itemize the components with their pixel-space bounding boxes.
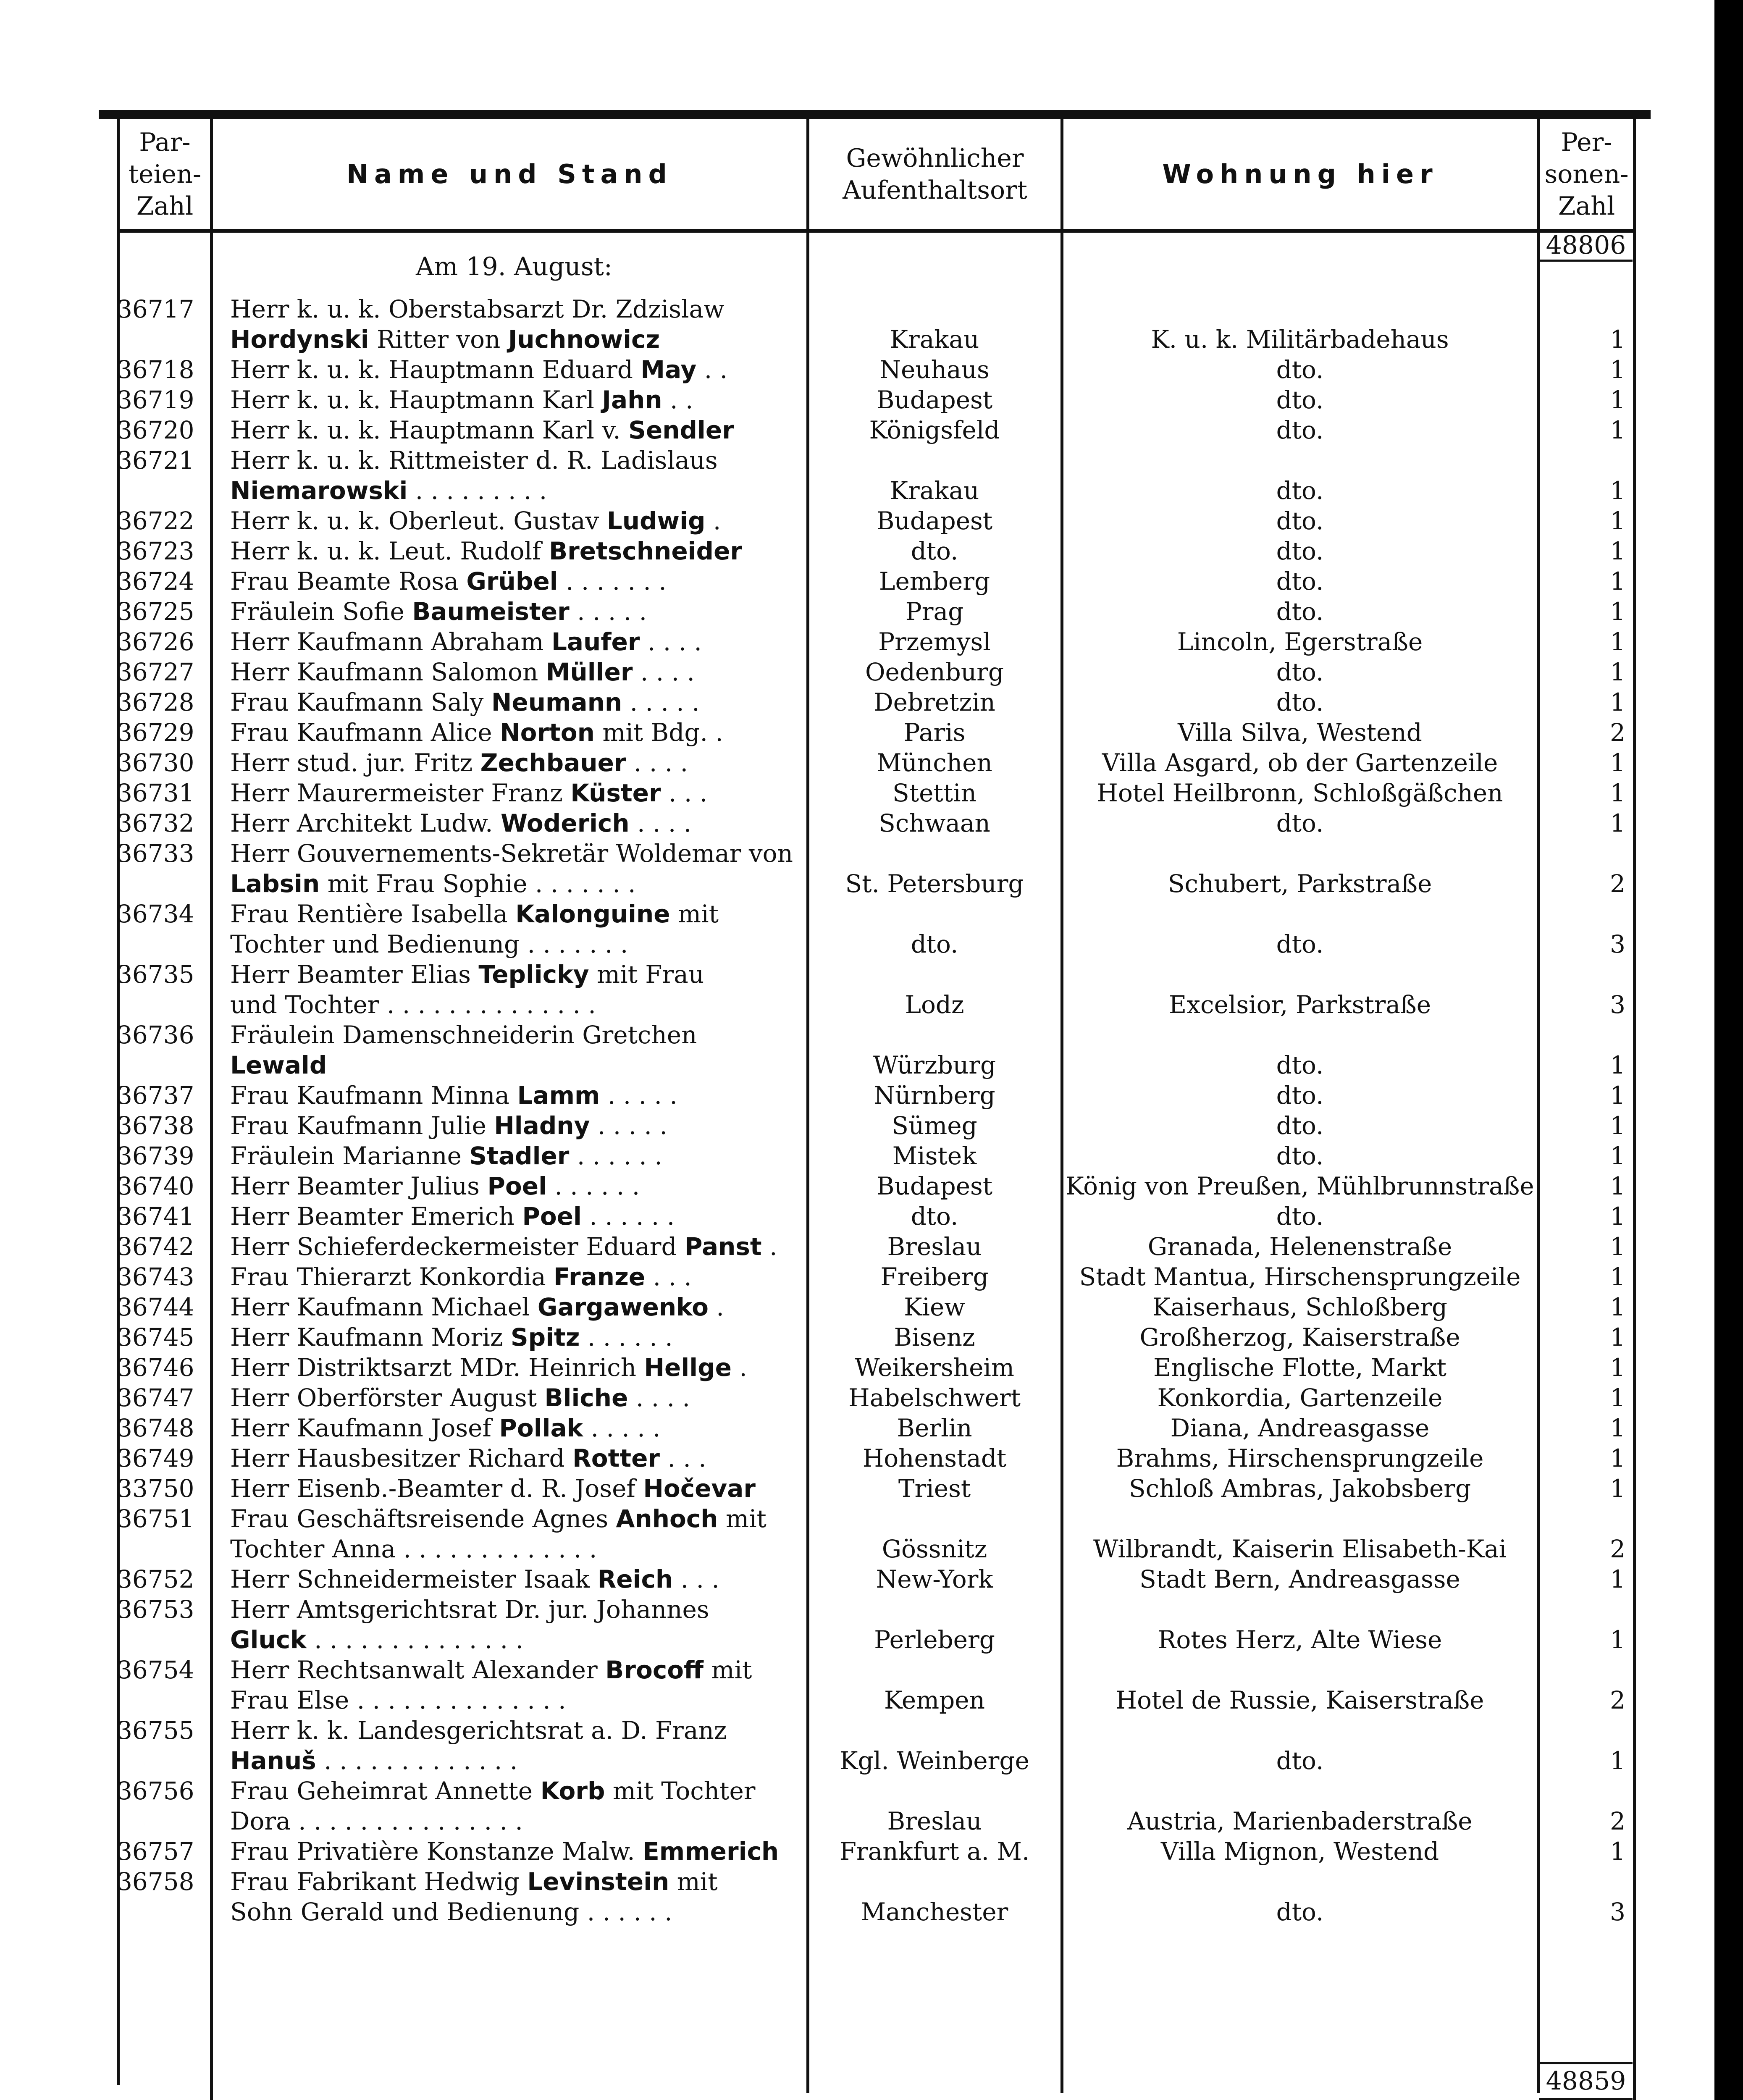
entry-address: dto.: [1276, 386, 1324, 414]
entry-address: Großherzog, Kaiserstraße: [1139, 1323, 1460, 1352]
entry-place: Lodz: [905, 990, 964, 1019]
entry-place: Manchester: [861, 1898, 1008, 1926]
entry-person-count: 1: [1610, 537, 1625, 565]
entry-name: Frau Fabrikant Hedwig Levinstein mit Sohn Gerald und Bedienung . . . . . .: [230, 1867, 718, 1926]
entry-address: Stadt Mantua, Hirschensprungzeile: [1079, 1263, 1521, 1291]
entry-name: Fräulein Damenschneiderin Gretchen Lewald: [230, 1021, 697, 1079]
header-ort: Gewöhnlicher Aufenthaltsort: [843, 144, 1027, 205]
entry-person-count: 1: [1610, 1444, 1625, 1473]
entry-name: Herr k. u. k. Hauptmann Karl Jahn . .: [230, 386, 693, 414]
entry-number: 36753: [117, 1595, 194, 1624]
entry-address: dto.: [1276, 1746, 1324, 1775]
entry-person-count: 1: [1610, 1111, 1625, 1140]
entry-place: Weikersheim: [855, 1353, 1014, 1382]
register-entry: [0, 1231, 1743, 1262]
header-name: Name und Stand: [346, 159, 673, 189]
register-entry: [0, 1352, 1743, 1383]
entry-name: Herr Gouvernements-Sekretär Woldemar von Labsin mit Frau Sophie . . . . . . .: [230, 839, 793, 898]
entry-person-count: 1: [1610, 1202, 1625, 1231]
entry-name: Herr Rechtsanwalt Alexander Brocoff mit Frau Else . . . . . . . . . . . . . .: [230, 1656, 752, 1714]
top-rule: [99, 110, 1651, 119]
entry-name: Frau Kaufmann Alice Norton mit Bdg. .: [230, 718, 723, 747]
entry-person-count: 2: [1610, 1807, 1625, 1835]
entry-person-count: 1: [1610, 1746, 1625, 1775]
entry-person-count: 2: [1610, 1686, 1625, 1714]
entry-name: Herr Architekt Ludw. Woderich . . . .: [230, 809, 692, 837]
entry-number: 36731: [117, 779, 194, 807]
entry-place: Nürnberg: [874, 1081, 995, 1110]
entry-address: Rotes Herz, Alte Wiese: [1158, 1625, 1442, 1654]
entry-address: Schubert, Parkstraße: [1168, 869, 1432, 898]
entry-person-count: 1: [1610, 1172, 1625, 1200]
entry-address: K. u. k. Militärbadehaus: [1151, 325, 1449, 354]
entry-number: 36718: [117, 355, 194, 384]
register-entry: [0, 808, 1743, 838]
register-entry: [0, 445, 1743, 506]
register-entry: [0, 1171, 1743, 1201]
register-entry: [0, 627, 1743, 657]
entry-name: Frau Geschäftsreisende Agnes Anhoch mit Tochter Anna . . . . . . . . . . . . .: [230, 1504, 766, 1563]
entry-name: Herr k. k. Landesgerichtsrat a. D. Franz Hanuš . . . . . . . . . . . . .: [230, 1716, 727, 1775]
entry-person-count: 1: [1610, 1625, 1625, 1654]
entry-person-count: 3: [1610, 990, 1625, 1019]
carried-total: 48806: [1539, 231, 1633, 262]
register-entry: [0, 536, 1743, 566]
entry-number: 36745: [117, 1323, 194, 1352]
entry-number: 36728: [117, 688, 194, 717]
entry-place: Budapest: [876, 386, 993, 414]
entry-number: 36738: [117, 1111, 194, 1140]
register-entry: [0, 596, 1743, 627]
entry-number: 36730: [117, 748, 194, 777]
entry-address: Schloß Ambras, Jakobsberg: [1129, 1474, 1471, 1503]
entry-number: 36717: [117, 295, 194, 323]
entry-place: Prag: [905, 597, 964, 626]
register-entry: [0, 1504, 1743, 1564]
register-entry: [0, 1715, 1743, 1776]
entry-person-count: 2: [1610, 718, 1625, 747]
entry-name: Herr Kaufmann Moriz Spitz . . . . . .: [230, 1323, 673, 1352]
entry-place: Stettin: [892, 779, 976, 807]
entry-address: Konkordia, Gartenzeile: [1157, 1383, 1443, 1412]
register-entry: [0, 1383, 1743, 1413]
entry-name: Herr Beamter Elias Teplicky mit Frau und Tochter . . . . . . . . . . . . . .: [230, 960, 704, 1019]
entry-person-count: 1: [1610, 779, 1625, 807]
entry-place: Neuhaus: [879, 355, 990, 384]
register-entry: [0, 1866, 1743, 1927]
entry-person-count: 1: [1610, 1414, 1625, 1442]
entry-place: St. Petersburg: [845, 869, 1024, 898]
header-rule: [118, 229, 1635, 233]
entry-place: Budapest: [876, 1172, 993, 1200]
entry-number: 36720: [117, 416, 194, 444]
entry-number: 36758: [117, 1867, 194, 1896]
register-entry: [0, 1262, 1743, 1292]
entry-number: 36723: [117, 537, 194, 565]
entry-number: 36721: [117, 446, 194, 475]
entry-person-count: 1: [1610, 1051, 1625, 1079]
entry-place: Frankfurt a. M.: [839, 1837, 1030, 1866]
header-wohnung: Wohnung hier: [1162, 159, 1438, 189]
entry-person-count: 1: [1610, 386, 1625, 414]
register-entry: [0, 566, 1743, 596]
entry-name: Herr Kaufmann Michael Gargawenko .: [230, 1293, 724, 1321]
entry-name: Herr k. u. k. Hauptmann Karl v. Sendler: [230, 416, 734, 444]
entry-address: dto.: [1276, 809, 1324, 837]
entry-number: 36754: [117, 1656, 194, 1684]
entry-name: Herr Kaufmann Salomon Müller . . . .: [230, 658, 695, 686]
entry-name: Fräulein Marianne Stadler . . . . . .: [230, 1142, 662, 1170]
entry-address: dto.: [1276, 688, 1324, 717]
register-entry: [0, 1836, 1743, 1866]
entry-person-count: 1: [1610, 658, 1625, 686]
entry-address: Kaiserhaus, Schloßberg: [1152, 1293, 1448, 1321]
entry-name: Herr stud. jur. Fritz Zechbauer . . . .: [230, 748, 688, 777]
entry-name: Herr Beamter Emerich Poel . . . . . .: [230, 1202, 675, 1231]
entry-person-count: 1: [1610, 325, 1625, 354]
entry-number: 36747: [117, 1383, 194, 1412]
entry-person-count: 3: [1610, 1898, 1625, 1926]
entry-person-count: 1: [1610, 748, 1625, 777]
entry-address: dto.: [1276, 416, 1324, 444]
entry-place: Oedenburg: [865, 658, 1004, 686]
entry-name: Herr k. u. k. Oberstabsarzt Dr. Zdzislaw Hordynski Ritter von Juchnowicz: [230, 295, 724, 354]
entry-name: Herr k. u. k. Oberleut. Gustav Ludwig .: [230, 507, 721, 535]
entry-number: 36727: [117, 658, 194, 686]
entry-person-count: 1: [1610, 355, 1625, 384]
entry-place: Königsfeld: [869, 416, 1000, 444]
entry-number: 36732: [117, 809, 194, 837]
register-entry: [0, 838, 1743, 899]
entry-address: König von Preußen, Mühlbrunnstraße: [1066, 1172, 1534, 1200]
register-entry: [0, 1655, 1743, 1715]
register-entry: [0, 687, 1743, 717]
day-heading: Am 19. August:: [416, 252, 612, 281]
entry-address: dto.: [1276, 1142, 1324, 1170]
entry-number: 36757: [117, 1837, 194, 1866]
register-entry: [0, 1201, 1743, 1231]
register-entry: [0, 1564, 1743, 1594]
entry-name: Frau Rentière Isabella Kalonguine mit Tochter und Bedienung . . . . . . .: [230, 900, 719, 958]
entry-place: dto.: [911, 930, 958, 958]
entry-address: dto.: [1276, 1898, 1324, 1926]
entry-name: Herr Amtsgerichtsrat Dr. jur. Johannes Gluck . . . . . . . . . . . . . .: [230, 1595, 709, 1654]
entry-number: 36749: [117, 1444, 194, 1473]
entry-place: dto.: [911, 537, 958, 565]
entry-address: dto.: [1276, 597, 1324, 626]
entry-number: 36741: [117, 1202, 194, 1231]
entry-name: Frau Kaufmann Minna Lamm . . . . .: [230, 1081, 677, 1110]
entry-name: Herr Maurermeister Franz Küster . . .: [230, 779, 708, 807]
entry-place: Hohenstadt: [862, 1444, 1007, 1473]
entry-number: 36719: [117, 386, 194, 414]
entry-name: Herr Beamter Julius Poel . . . . . .: [230, 1172, 640, 1200]
entry-place: dto.: [911, 1202, 958, 1231]
entry-address: dto.: [1276, 567, 1324, 596]
entry-address: dto.: [1276, 476, 1324, 505]
entry-number: 36729: [117, 718, 194, 747]
entry-place: Schwaan: [879, 809, 990, 837]
entry-place: Habelschwert: [848, 1383, 1021, 1412]
entry-address: Villa Mignon, Westend: [1160, 1837, 1439, 1866]
entry-number: 36755: [117, 1716, 194, 1745]
entry-person-count: 1: [1610, 1323, 1625, 1352]
entry-address: dto.: [1276, 658, 1324, 686]
entry-place: Gössnitz: [882, 1535, 987, 1563]
entry-address: Diana, Andreasgasse: [1170, 1414, 1430, 1442]
entry-person-count: 1: [1610, 1263, 1625, 1291]
header-partei: Par- teien- Zahl: [128, 128, 202, 221]
entry-address: Hotel Heilbronn, Schloßgäßchen: [1097, 779, 1503, 807]
entry-address: Villa Asgard, ob der Gartenzeile: [1102, 748, 1498, 777]
entry-place: Breslau: [887, 1232, 982, 1261]
register-entry: [0, 717, 1743, 748]
entry-address: dto.: [1276, 1081, 1324, 1110]
register-entry: [0, 1322, 1743, 1352]
entry-name: Herr Schieferdeckermeister Eduard Panst .: [230, 1232, 777, 1261]
entry-person-count: 1: [1610, 1837, 1625, 1866]
entry-address: Wilbrandt, Kaiserin Elisabeth-Kai: [1093, 1535, 1507, 1563]
entry-place: Debretzin: [874, 688, 995, 717]
entry-place: Perleberg: [874, 1625, 995, 1654]
entry-person-count: 1: [1610, 1081, 1625, 1110]
entry-number: 36739: [117, 1142, 194, 1170]
entry-number: 33750: [117, 1474, 194, 1503]
entry-person-count: 1: [1610, 1565, 1625, 1593]
entry-number: 36742: [117, 1232, 194, 1261]
entry-address: dto.: [1276, 355, 1324, 384]
register-entry: [0, 1020, 1743, 1080]
entry-number: 36752: [117, 1565, 194, 1593]
entry-address: dto.: [1276, 1051, 1324, 1079]
entry-person-count: 2: [1610, 869, 1625, 898]
register-entry: [0, 1110, 1743, 1141]
entry-address: Austria, Marienbaderstraße: [1127, 1807, 1473, 1835]
entry-place: Przemysl: [878, 627, 991, 656]
entry-name: Herr Kaufmann Abraham Laufer . . . .: [230, 627, 702, 656]
entry-person-count: 1: [1610, 627, 1625, 656]
entry-place: Budapest: [876, 507, 993, 535]
entry-person-count: 1: [1610, 1474, 1625, 1503]
entry-address: Stadt Bern, Andreasgasse: [1139, 1565, 1460, 1593]
entry-place: München: [877, 748, 992, 777]
entry-place: Kgl. Weinberge: [840, 1746, 1029, 1775]
entry-address: Villa Silva, Westend: [1178, 718, 1422, 747]
entry-person-count: 1: [1610, 1383, 1625, 1412]
entry-name: Herr Hausbesitzer Richard Rotter . . .: [230, 1444, 706, 1473]
entry-number: 36733: [117, 839, 194, 868]
entry-number: 36725: [117, 597, 194, 626]
entry-person-count: 1: [1610, 1142, 1625, 1170]
entry-place: Krakau: [890, 325, 979, 354]
entry-name: Fräulein Sofie Baumeister . . . . .: [230, 597, 647, 626]
entry-name: Frau Thierarzt Konkordia Franze . . .: [230, 1263, 692, 1291]
register-entry: [0, 899, 1743, 959]
entry-person-count: 3: [1610, 930, 1625, 958]
entry-name: Herr Schneidermeister Isaak Reich . . .: [230, 1565, 719, 1593]
header-personen: Per- sonen- Zahl: [1544, 128, 1629, 221]
entry-person-count: 1: [1610, 567, 1625, 596]
entry-number: 36751: [117, 1504, 194, 1533]
entry-name: Frau Geheimrat Annette Korb mit Tochter Dora . . . . . . . . . . . . . . .: [230, 1777, 756, 1835]
entry-person-count: 1: [1610, 416, 1625, 444]
entry-address: Brahms, Hirschensprungzeile: [1116, 1444, 1484, 1473]
register-entry: [0, 778, 1743, 808]
entry-name: Frau Beamte Rosa Grübel . . . . . . .: [230, 567, 667, 596]
entry-name: Herr Distriktsarzt MDr. Heinrich Hellge .: [230, 1353, 747, 1382]
entry-address: dto.: [1276, 930, 1324, 958]
entry-address: dto.: [1276, 507, 1324, 535]
register-entry: [0, 354, 1743, 385]
entry-place: Kempen: [884, 1686, 985, 1714]
entry-place: Triest: [898, 1474, 971, 1503]
entry-list: [0, 294, 1743, 1927]
entry-place: Würzburg: [873, 1051, 996, 1079]
entry-number: 36726: [117, 627, 194, 656]
entry-number: 36740: [117, 1172, 194, 1200]
register-entry: [0, 1443, 1743, 1473]
entry-number: 36746: [117, 1353, 194, 1382]
register-entry: [0, 748, 1743, 778]
entry-place: Breslau: [887, 1807, 982, 1835]
entry-number: 36722: [117, 507, 194, 535]
entry-place: New-York: [876, 1565, 993, 1593]
entry-number: 36724: [117, 567, 194, 596]
entry-person-count: 1: [1610, 809, 1625, 837]
entry-name: Frau Kaufmann Saly Neumann . . . . .: [230, 688, 700, 717]
entry-name: Herr k. u. k. Rittmeister d. R. Ladislaus Niemarowski . . . . . . . . .: [230, 446, 718, 505]
entry-place: Freiberg: [880, 1263, 989, 1291]
entry-name: Herr Eisenb.-Beamter d. R. Josef Hočevar: [230, 1474, 756, 1503]
entry-number: 36736: [117, 1021, 194, 1049]
entry-number: 36735: [117, 960, 194, 989]
entry-name: Herr k. u. k. Leut. Rudolf Bretschneider: [230, 537, 743, 565]
entry-name: Herr Oberförster August Bliche . . . .: [230, 1383, 690, 1412]
entry-address: Englische Flotte, Markt: [1153, 1353, 1446, 1382]
entry-name: Frau Privatière Konstanze Malw. Emmerich: [230, 1837, 779, 1866]
entry-number: 36737: [117, 1081, 194, 1110]
entry-address: dto.: [1276, 1111, 1324, 1140]
entry-number: 36748: [117, 1414, 194, 1442]
entry-name: Herr Kaufmann Josef Pollak . . . . .: [230, 1414, 661, 1442]
entry-address: Lincoln, Egerstraße: [1177, 627, 1423, 656]
entry-address: Excelsior, Parkstraße: [1168, 990, 1431, 1019]
entry-place: Sümeg: [892, 1111, 977, 1140]
register-entry: [0, 385, 1743, 415]
entry-person-count: 1: [1610, 597, 1625, 626]
entry-person-count: 2: [1610, 1535, 1625, 1563]
entry-person-count: 1: [1610, 1353, 1625, 1382]
entry-place: Bisenz: [894, 1323, 975, 1352]
register-entry: [0, 1292, 1743, 1322]
final-total: 48859: [1539, 2062, 1633, 2100]
register-entry: [0, 1776, 1743, 1836]
entry-person-count: 1: [1610, 507, 1625, 535]
register-entry: [0, 657, 1743, 687]
entry-name: Herr k. u. k. Hauptmann Eduard May . .: [230, 355, 728, 384]
entry-place: Mistek: [892, 1142, 977, 1170]
entry-number: 36756: [117, 1777, 194, 1805]
entry-place: Paris: [903, 718, 966, 747]
register-entry: [0, 1473, 1743, 1504]
entry-number: 36744: [117, 1293, 194, 1321]
register-entry: [0, 415, 1743, 445]
entry-address: Hotel de Russie, Kaiserstraße: [1116, 1686, 1484, 1714]
entry-place: Berlin: [897, 1414, 972, 1442]
entry-person-count: 1: [1610, 1232, 1625, 1261]
entry-number: 36743: [117, 1263, 194, 1291]
entry-place: Krakau: [890, 476, 979, 505]
entry-name: Frau Kaufmann Julie Hladny . . . . .: [230, 1111, 667, 1140]
register-entry: [0, 959, 1743, 1020]
entry-address: dto.: [1276, 537, 1324, 565]
entry-place: Kiew: [904, 1293, 965, 1321]
register-entry: [0, 1413, 1743, 1443]
register-entry: [0, 1594, 1743, 1655]
register-entry: [0, 1080, 1743, 1110]
entry-address: Granada, Helenenstraße: [1147, 1232, 1452, 1261]
entry-place: Lemberg: [879, 567, 990, 596]
entry-number: 36734: [117, 900, 194, 928]
register-entry: [0, 294, 1743, 354]
entry-person-count: 1: [1610, 1293, 1625, 1321]
entry-person-count: 1: [1610, 476, 1625, 505]
register-entry: [0, 506, 1743, 536]
register-entry: [0, 1141, 1743, 1171]
entry-address: dto.: [1276, 1202, 1324, 1231]
entry-person-count: 1: [1610, 688, 1625, 717]
